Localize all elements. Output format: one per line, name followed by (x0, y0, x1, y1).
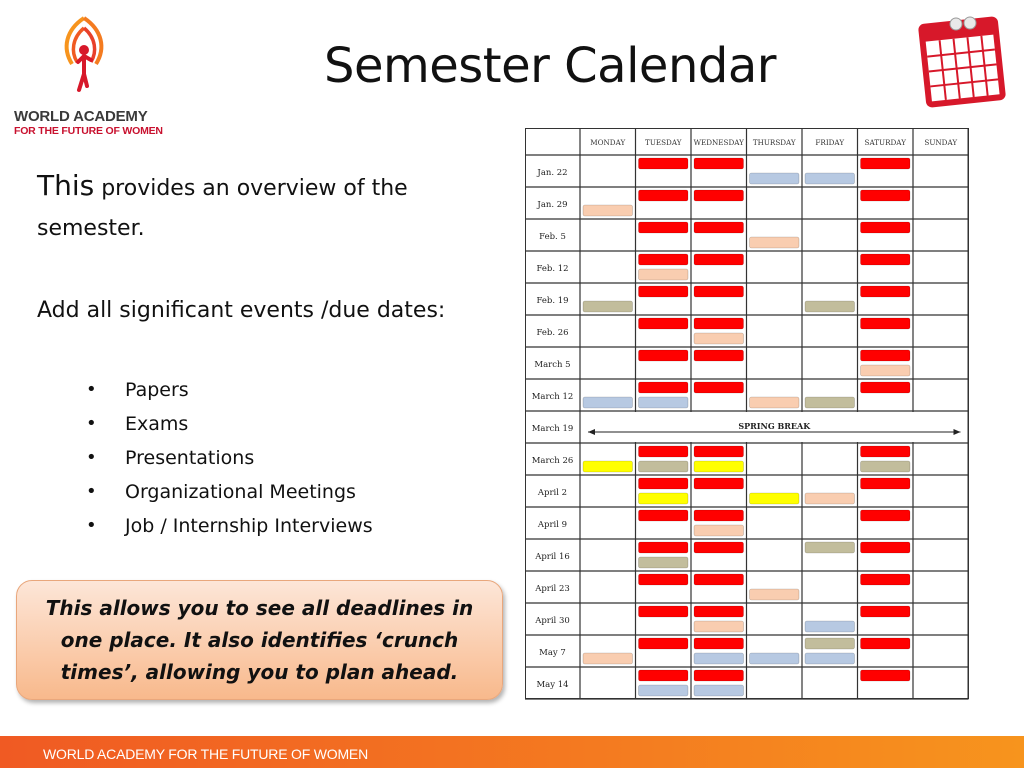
calendar-grid (525, 128, 969, 706)
flame-figure-icon (54, 14, 114, 104)
day-header: TUESDAY (645, 138, 682, 147)
callout-text: This allows you to see all deadlines in one place. It also identifies ‘crunch times’, allowing you to plan ahead. (45, 596, 474, 684)
event-marker-red (694, 190, 744, 201)
event-marker-olive (861, 461, 911, 472)
bullet-meetings: Organizational Meetings (125, 481, 356, 503)
event-marker-red (861, 446, 911, 457)
bullet-exams: Exams (125, 413, 189, 435)
event-marker-red (639, 574, 689, 585)
event-marker-red (694, 574, 744, 585)
bullet-papers: Papers (125, 379, 189, 401)
week-label: April 2 (537, 488, 568, 498)
event-marker-olive (583, 301, 633, 312)
event-marker-red (861, 382, 911, 393)
event-marker-olive (805, 301, 855, 312)
event-marker-blue (583, 397, 633, 408)
week-label: April 23 (535, 584, 570, 594)
event-marker-red (861, 574, 911, 585)
event-marker-peach (639, 269, 689, 280)
event-marker-red (861, 254, 911, 265)
event-marker-red (694, 606, 744, 617)
callout-box (16, 580, 503, 700)
event-marker-olive (805, 638, 855, 649)
event-marker-red (861, 158, 911, 169)
event-marker-peach (583, 205, 633, 216)
event-marker-red (639, 478, 689, 489)
list-item: • Job / Internship Interviews (86, 515, 373, 537)
event-marker-blue (639, 685, 689, 696)
event-marker-blue (805, 621, 855, 632)
event-marker-peach (694, 525, 744, 536)
intro-lead: This (37, 169, 95, 202)
event-marker-red (639, 446, 689, 457)
event-marker-peach (805, 493, 855, 504)
page-title: Semester Calendar (324, 38, 776, 94)
event-marker-peach (861, 365, 911, 376)
day-header: WEDNESDAY (693, 138, 744, 147)
spring-break-label: SPRING BREAK (738, 421, 811, 431)
event-marker-red (694, 382, 744, 393)
week-label: March 5 (534, 360, 571, 370)
event-marker-yellow (583, 461, 633, 472)
event-types-list (86, 373, 373, 543)
event-marker-red (861, 190, 911, 201)
event-marker-peach (750, 237, 800, 248)
day-header: SUNDAY (924, 138, 958, 147)
event-marker-red (861, 542, 911, 553)
event-marker-blue (694, 685, 744, 696)
week-label: Feb. 12 (536, 264, 569, 274)
week-label: May 7 (539, 648, 566, 658)
event-marker-red (694, 510, 744, 521)
week-label: Jan. 29 (537, 200, 568, 210)
event-marker-olive (805, 397, 855, 408)
event-marker-yellow (750, 493, 800, 504)
list-item: • Organizational Meetings (86, 481, 356, 503)
event-marker-olive (639, 461, 689, 472)
event-marker-red (639, 318, 689, 329)
event-marker-red (694, 446, 744, 457)
event-marker-red (694, 222, 744, 233)
event-marker-red (639, 286, 689, 297)
event-marker-red (694, 158, 744, 169)
logo-title: WORLD ACADEMY (14, 108, 148, 125)
event-marker-red (694, 254, 744, 265)
event-marker-red (639, 222, 689, 233)
event-marker-red (861, 350, 911, 361)
event-marker-red (639, 254, 689, 265)
event-marker-red (639, 670, 689, 681)
week-label: Jan. 22 (537, 168, 568, 178)
week-label: May 14 (536, 680, 569, 690)
event-marker-red (639, 350, 689, 361)
day-header: MONDAY (590, 138, 626, 147)
intro-paragraph (37, 166, 477, 249)
event-marker-red (639, 542, 689, 553)
bullet-interviews: Job / Internship Interviews (125, 515, 373, 537)
event-marker-red (639, 158, 689, 169)
event-marker-peach (694, 621, 744, 632)
week-label: March 26 (531, 456, 574, 466)
event-marker-red (694, 638, 744, 649)
world-academy-logo (14, 14, 164, 139)
week-label: March 19 (531, 424, 574, 434)
week-label: Feb. 26 (536, 328, 569, 338)
event-marker-red (694, 670, 744, 681)
event-marker-red (694, 286, 744, 297)
event-marker-red (639, 606, 689, 617)
week-label: March 12 (531, 392, 574, 402)
event-marker-peach (583, 653, 633, 664)
event-marker-blue (639, 397, 689, 408)
event-marker-blue (750, 653, 800, 664)
footer-bar (0, 736, 1024, 768)
event-marker-red (861, 510, 911, 521)
event-marker-red (694, 350, 744, 361)
event-marker-blue (805, 173, 855, 184)
event-marker-yellow (694, 461, 744, 472)
semester-calendar-table (525, 128, 969, 706)
event-marker-red (861, 478, 911, 489)
week-label: Feb. 19 (536, 296, 569, 306)
event-marker-red (861, 606, 911, 617)
list-item: • Papers (86, 379, 189, 401)
event-marker-red (639, 382, 689, 393)
calendar-icon (912, 8, 1010, 110)
logo-subtitle: FOR THE FUTURE OF WOMEN (14, 125, 163, 137)
list-item: • Presentations (86, 447, 255, 469)
event-marker-blue (750, 173, 800, 184)
list-item: • Exams (86, 413, 189, 435)
event-marker-peach (750, 397, 800, 408)
event-marker-red (639, 638, 689, 649)
event-marker-red (861, 286, 911, 297)
day-header: SATURDAY (864, 138, 906, 147)
day-header: THURSDAY (752, 138, 796, 147)
event-marker-red (694, 478, 744, 489)
event-marker-peach (694, 333, 744, 344)
add-events-paragraph: Add all significant events /due dates: (37, 298, 446, 323)
event-marker-blue (694, 653, 744, 664)
event-marker-red (861, 222, 911, 233)
intro-rest: provides an overview of the semester. (37, 176, 408, 241)
event-marker-red (639, 190, 689, 201)
event-marker-blue (805, 653, 855, 664)
event-marker-olive (805, 542, 855, 553)
day-header: FRIDAY (815, 138, 845, 147)
week-label: April 16 (535, 552, 570, 562)
event-marker-peach (750, 589, 800, 600)
event-marker-yellow (639, 493, 689, 504)
event-marker-red (861, 638, 911, 649)
week-label: April 9 (537, 520, 568, 530)
week-label: April 30 (535, 616, 570, 626)
bullet-presentations: Presentations (125, 447, 255, 469)
week-label: Feb. 5 (539, 232, 566, 242)
event-marker-olive (639, 557, 689, 568)
event-marker-red (694, 318, 744, 329)
event-marker-red (639, 510, 689, 521)
event-marker-red (861, 670, 911, 681)
footer-text: WORLD ACADEMY FOR THE FUTURE OF WOMEN (43, 746, 368, 762)
event-marker-red (694, 542, 744, 553)
event-marker-red (861, 318, 911, 329)
